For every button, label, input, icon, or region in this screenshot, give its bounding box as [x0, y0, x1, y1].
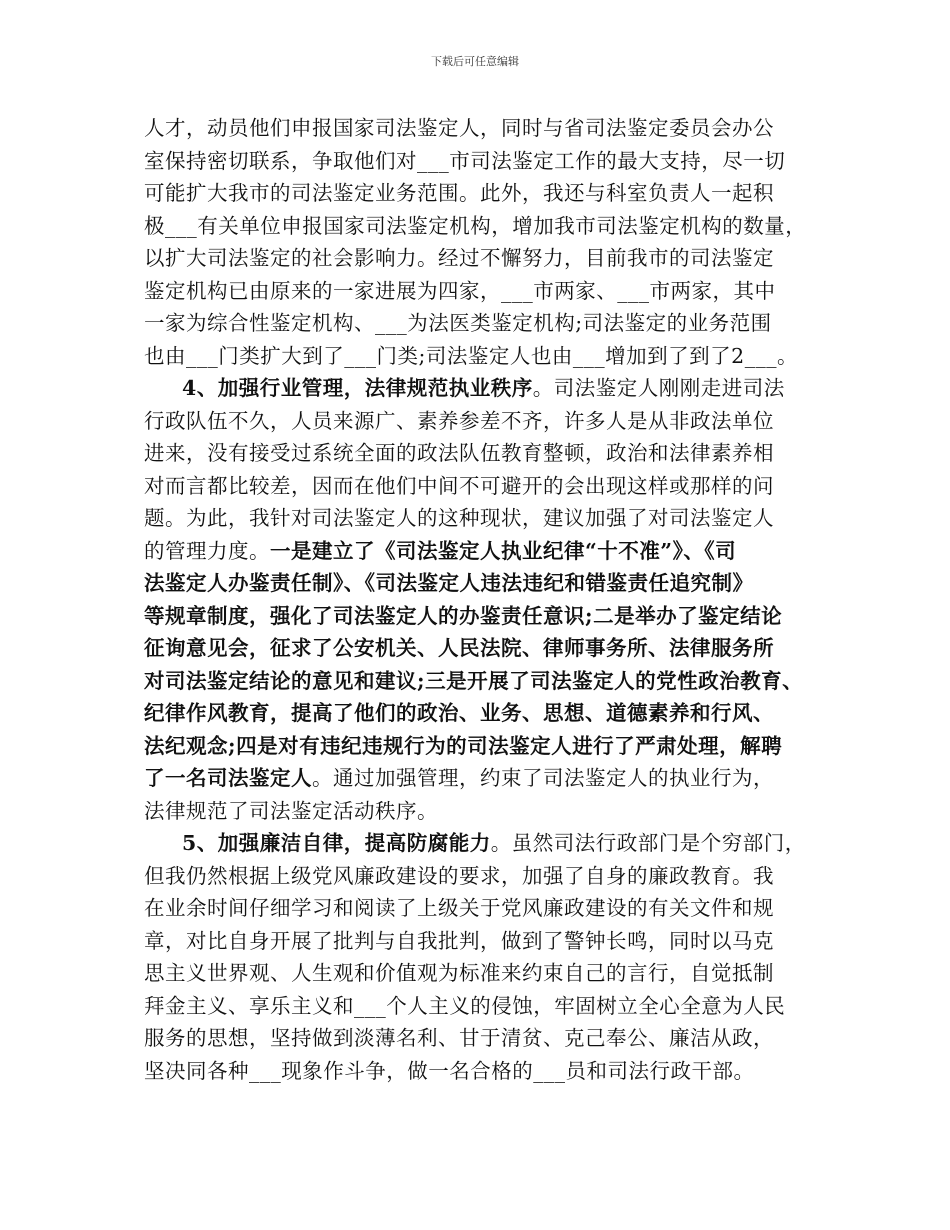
text-line	[144, 892, 824, 925]
text-line	[144, 1055, 824, 1088]
text-run: 法律规范了司法鉴定活动秩序。	[144, 798, 438, 823]
bold-text-run: 纪律作风教育，提高了他们的政治、业务、思想、道德素养和行风、	[144, 701, 774, 725]
text-line	[144, 405, 824, 438]
text-line	[144, 242, 824, 275]
paragraph	[144, 372, 824, 827]
paragraph	[144, 112, 824, 372]
text-line	[144, 827, 824, 860]
text-run: 但我仍然根据上级党风廉政建设的要求，加强了自身的廉政教育。我	[144, 863, 774, 888]
text-run: 鉴定机构已由原来的一家进展为四家，___市两家、___市两家，其中	[144, 278, 776, 303]
text-run: 。虽然司法行政部门是个穷部门，	[490, 831, 806, 855]
paragraph	[144, 827, 824, 1087]
text-line	[144, 665, 824, 698]
text-run: 室保持密切联系，争取他们对___市司法鉴定工作的最大支持，尽一切	[144, 148, 786, 173]
text-line	[144, 470, 824, 503]
text-run: 以扩大司法鉴定的社会影响力。经过不懈努力，目前我市的司法鉴定	[144, 246, 774, 270]
text-run: 思主义世界观、人生观和价值观为标准来约束自己的言行，自觉抵制	[144, 961, 774, 985]
bold-text-run: 4、加强行业管理，法律规范执业秩序	[182, 376, 533, 400]
text-line	[144, 210, 824, 243]
text-run: 章，对比自身开展了批判与自我批判，做到了警钟长鸣，同时以马克	[144, 928, 774, 953]
bold-text-run: 征询意见会，征求了公安机关、人民法院、律师事务所、法律服务所	[144, 636, 774, 660]
text-line	[144, 372, 824, 405]
bold-text-run: 法纪观念;四是对有违纪违规行为的司法鉴定人进行了严肃处理，解聘	[144, 733, 783, 758]
text-run: 。通过加强管理，约束了司法鉴定人的执业行为，	[312, 766, 774, 790]
text-line	[144, 145, 824, 178]
text-line	[144, 535, 824, 568]
text-line	[144, 925, 824, 958]
document-body	[144, 112, 824, 1087]
text-line	[144, 112, 824, 145]
text-line	[144, 697, 824, 730]
text-run: 的管理力度。	[144, 538, 270, 563]
text-run: 拜金主义、享乐主义和___个人主义的侵蚀，牢固树立全心全意为人民	[144, 993, 786, 1018]
text-run: 服务的思想，坚持做到淡薄名利、甘于清贫、克己奉公、廉洁从政，	[144, 1026, 774, 1050]
text-line	[144, 762, 824, 795]
text-run: 极___有关单位申报国家司法鉴定机构，增加我市司法鉴定机构的数量，	[144, 213, 807, 238]
page-header: 下载后可任意编辑	[431, 55, 519, 68]
text-line	[144, 502, 824, 535]
text-line	[144, 437, 824, 470]
text-run: 行政队伍不久，人员来源广、素养参差不齐，许多人是从非政法单位	[144, 408, 774, 433]
text-run: 人才，动员他们申报国家司法鉴定人，同时与省司法鉴定委员会办公	[144, 116, 774, 140]
bold-text-run: 一是建立了《司法鉴定人执业纪律“十不准”》、《司	[270, 538, 737, 563]
bold-text-run: 了一名司法鉴定人	[144, 766, 312, 790]
text-line	[144, 632, 824, 665]
text-line	[144, 957, 824, 990]
text-line	[144, 177, 824, 210]
text-run: 可能扩大我市的司法鉴定业务范围。此外，我还与科室负责人一起积	[144, 181, 774, 205]
text-run: 进来，没有接受过系统全面的政法队伍教育整顿，政治和法律素养相	[144, 441, 774, 465]
text-line	[144, 990, 824, 1023]
text-run: 一家为综合性鉴定机构、___为法医类鉴定机构;司法鉴定的业务范围	[144, 311, 772, 335]
bold-text-run: 等规章制度，强化了司法鉴定人的办鉴责任意识;二是举办了鉴定结论	[144, 603, 783, 628]
text-line	[144, 795, 824, 828]
bold-text-run: 法鉴定人办鉴责任制》、《司法鉴定人违法违纪和错鉴责任追究制》	[144, 571, 754, 595]
text-line	[144, 307, 824, 340]
text-line	[144, 730, 824, 763]
text-line	[144, 340, 824, 373]
text-run: 坚决同各种___现象作斗争，做一名合格的___员和司法行政干部。	[144, 1058, 755, 1083]
text-line	[144, 567, 824, 600]
bold-text-run: 5、加强廉洁自律，提高防腐能力	[182, 831, 491, 855]
bold-text-run: 对司法鉴定结论的意见和建议;三是开展了司法鉴定人的党性政治教育、	[144, 668, 804, 693]
text-run: 对而言都比较差，因而在他们中间不可避开的会出现这样或那样的问	[144, 473, 774, 498]
text-run: 在业余时间仔细学习和阅读了上级关于党风廉政建设的有关文件和规	[144, 896, 774, 920]
text-run: 也由___门类扩大到了___门类;司法鉴定人也由___增加到了到了2___。	[144, 343, 798, 368]
text-run: 。司法鉴定人刚刚走进司法	[532, 376, 785, 400]
text-line	[144, 860, 824, 893]
text-line	[144, 275, 824, 308]
text-run: 题。为此，我针对司法鉴定人的这种现状，建议加强了对司法鉴定人	[144, 506, 774, 530]
text-line	[144, 600, 824, 633]
text-line	[144, 1022, 824, 1055]
